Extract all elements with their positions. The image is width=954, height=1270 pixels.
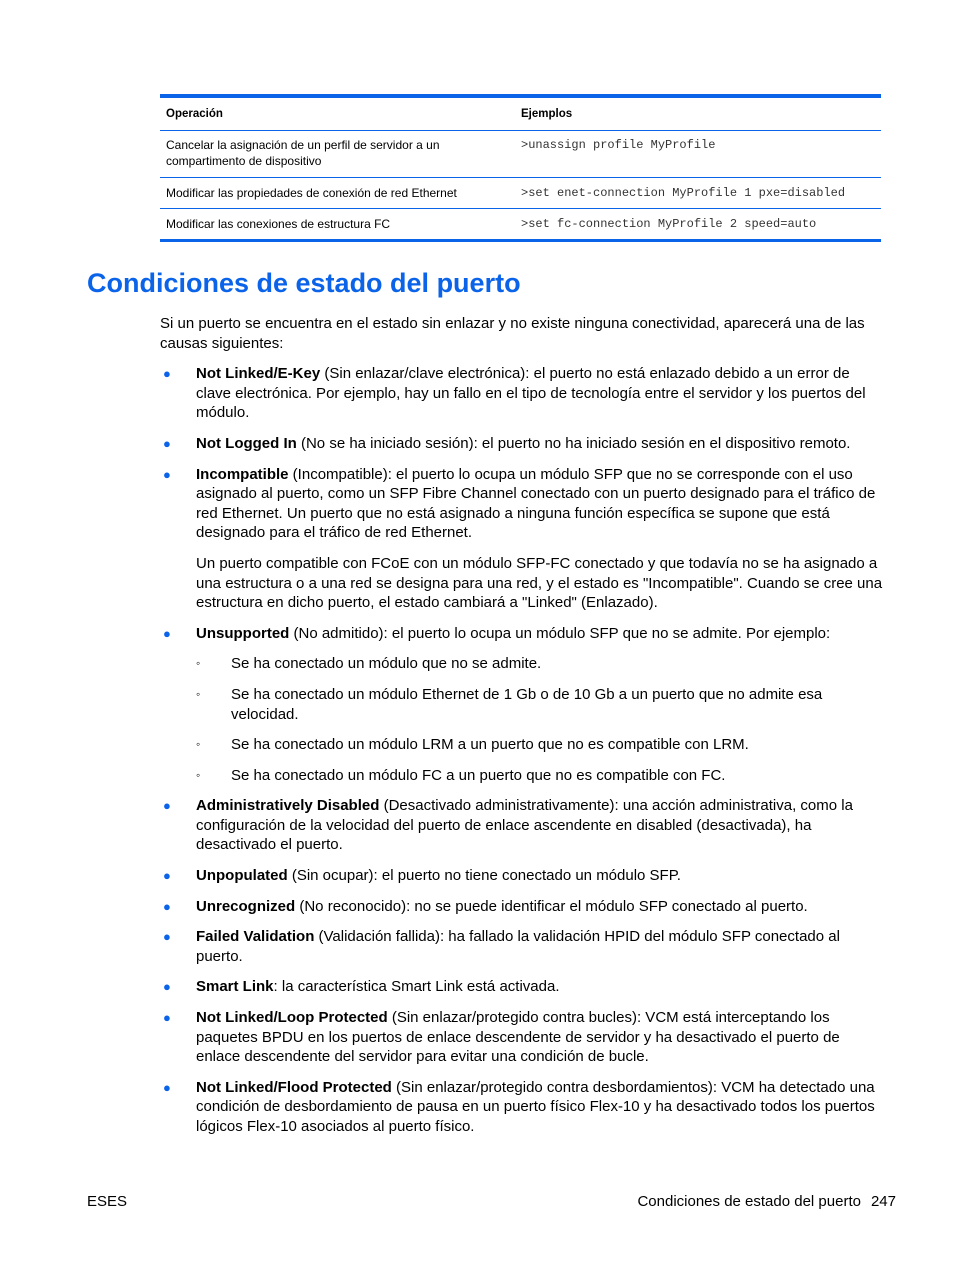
sub-list-item [160,685,884,724]
sub-bullet-icon: ◦ [196,686,201,701]
description: (Incompatible): el puerto lo ocupa un módulo SFP que no se corresponde con el uso asignado al puerto, como un SFP Fibre Channel conectado con un puerto designado para el tráfico de red Ethernet. Un puerto que no está asignado a ninguna función específica se supone que está designado para el tráfico de red Ethernet. [196,465,876,542]
list-item [160,624,884,644]
bullet-icon: ● [163,1079,171,1095]
intro-paragraph: Si un puerto se encuentra en el estado sin enlazar y no existe ninguna conectividad, aparecerá una de las causas siguientes: [160,315,865,352]
example-cell: >set fc-connection MyProfile 2 speed=auto [521,217,817,231]
term: Not Linked/Flood Protected [196,1078,392,1096]
bullet-icon: ● [163,868,171,884]
page-number: 247 [870,1193,896,1210]
section-body [160,314,884,1148]
list-item [160,1008,884,1067]
sub-text: Se ha conectado un módulo FC a un puerto que no es compatible con FC. [231,766,726,784]
operation-cell: Modificar las propiedades de conexión de red Ethernet [166,186,457,200]
sub-list-item [160,735,884,755]
term: Unrecognized [196,897,296,915]
term: Unsupported [196,624,290,642]
example-cell: >set enet-connection MyProfile 1 pxe=disabled [521,186,846,200]
sub-bullet-icon: ◦ [196,656,201,671]
header-examples: Ejemplos [521,108,573,120]
sub-list-item [160,654,884,674]
description: (Sin enlazar/clave electrónica): el puerto no está enlazado debido a un error de clave electrónica. Por ejemplo, hay un fallo en el tipo de tecnología entre el servidor y los puertos del módulo. [196,365,866,422]
description: (Validación fallida): ha fallado la validación HPID del módulo SFP conectado al puerto. [196,928,840,965]
footer-locale: ESES [87,1193,128,1210]
sub-text: Se ha conectado un módulo que no se admite. [231,655,542,673]
description: (Sin enlazar/protegido contra bucles): VCM está interceptando los paquetes BPDU en los puertos de enlace descendente de servidor y ha desactivado el puerto de enlace descendente del servidor para evitar una condición de bucle. [196,1009,840,1066]
bullet-icon: ● [163,898,171,914]
bullet-icon: ● [163,929,171,945]
bullet-icon: ● [163,798,171,814]
list-item [160,866,884,886]
sub-text: Se ha conectado un módulo LRM a un puerto que no es compatible con LRM. [231,736,749,754]
list-item [160,796,884,855]
sub-text: Se ha conectado un módulo Ethernet de 1 Gb o de 10 Gb a un puerto que no admite esa velocidad. [231,685,823,723]
bullet-icon: ● [163,1010,171,1026]
example-cell: >unassign profile MyProfile [521,138,716,152]
description: (Sin ocupar): el puerto no tiene conectado un módulo SFP. [287,867,681,885]
term: Not Linked/E-Key [196,365,321,383]
term: Failed Validation [196,928,315,946]
operation-cell: Cancelar la asignación de un perfil de servidor a un compartimento de dispositivo [166,138,440,168]
section-title: Condiciones de estado del puerto [87,268,521,298]
operation-cell: Modificar las conexiones de estructura FC [166,217,391,231]
description: (Desactivado administrativamente): una acción administrativa, como la configuración de la velocidad del puerto de enlace ascendente en disabled (desactivada), ha desactivado el puerto. [196,797,853,854]
bullet-icon: ● [163,979,171,995]
term: Incompatible [196,465,289,483]
description: (No admitido): el puerto lo ocupa un módulo SFP que no se admite. Por ejemplo: [289,624,831,642]
operations-table [160,94,881,242]
incompatible-note: Un puerto compatible con FCoE con un módulo SFP-FC conectado y que todavía no se ha asignado a una estructura o a una red se designa para una red, y el estado es "Incompatible". Cuando se cree una estructura en dicho puerto, el estado cambiará a "Linked" (Enlazado). [196,554,883,612]
table-row [160,177,881,208]
table-row [160,208,881,239]
list-item [160,897,884,917]
footer-section [637,1193,896,1210]
sub-bullet-icon: ◦ [196,767,201,782]
term: Unpopulated [196,867,288,885]
list-item [160,977,884,997]
description: (No se ha iniciado sesión): el puerto no ha iniciado sesión en el dispositivo remoto. [296,434,851,452]
list-item [160,465,884,543]
term: Not Linked/Loop Protected [196,1009,388,1027]
table-row [160,131,881,177]
description: (Sin enlazar/protegido contra desbordamientos): VCM ha detectado una condición de desbordamiento de pausa en un puerto físico Flex-10 y ha desactivado todos los puertos lógicos Flex-10 asociados al puerto físico. [196,1078,875,1135]
bullet-icon: ● [163,435,171,451]
term: Administratively Disabled [196,797,380,815]
header-operation: Operación [166,108,223,120]
list-item [160,1078,884,1137]
sub-list-item [160,766,884,786]
term: Smart Link [196,978,274,996]
term: Not Logged In [196,434,297,452]
bullet-icon: ● [163,366,171,382]
sub-bullet-icon: ◦ [196,737,201,752]
list-item [160,927,884,966]
list-item [160,364,884,423]
list-item [160,434,884,454]
description: (No reconocido): no se puede identificar el módulo SFP conectado al puerto. [295,897,808,915]
table-header-row [160,98,881,131]
footer-section-title: Condiciones de estado del puerto [637,1193,861,1210]
bullet-icon: ● [163,466,171,482]
bullet-icon: ● [163,625,171,641]
description: : la característica Smart Link está activada. [273,978,560,996]
